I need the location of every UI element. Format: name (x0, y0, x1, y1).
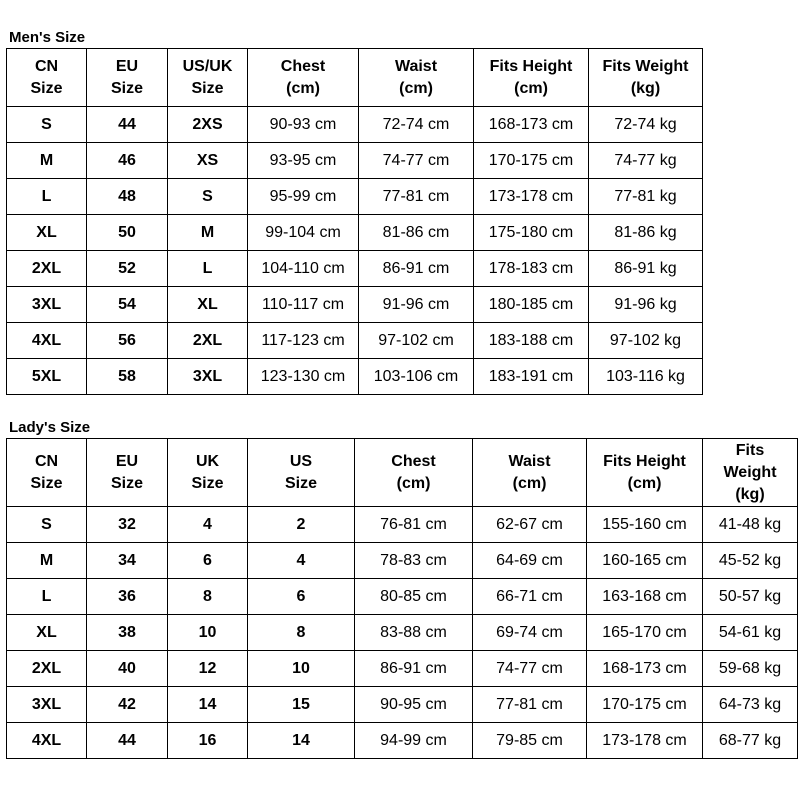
column-header (248, 49, 359, 107)
column-header-line: UK (195, 452, 220, 470)
table-cell: 10 (248, 651, 355, 687)
table-cell: 46 (87, 143, 168, 179)
column-header-line: (cm) (399, 79, 433, 97)
column-header (473, 439, 587, 507)
column-header (703, 439, 798, 507)
table-cell: 77-81 kg (589, 179, 703, 215)
column-header (359, 49, 474, 107)
table-cell: 97-102 cm (359, 323, 474, 359)
table-cell: 97-102 kg (589, 323, 703, 359)
column-header (87, 439, 168, 507)
column-header-line: (kg) (735, 485, 765, 503)
table-cell: 170-175 cm (587, 687, 703, 723)
column-header (87, 49, 168, 107)
table-cell: 2XS (168, 107, 248, 143)
ladys-size-table (6, 438, 798, 759)
table-cell: 14 (248, 723, 355, 759)
table-cell: 90-93 cm (248, 107, 359, 143)
table-cell: 74-77 cm (359, 143, 474, 179)
column-header (355, 439, 473, 507)
table-cell: 90-95 cm (355, 687, 473, 723)
table-cell: 123-130 cm (248, 359, 359, 395)
table-cell: 6 (248, 579, 355, 615)
table-cell: 68-77 kg (703, 723, 798, 759)
column-header-line: Size (30, 79, 63, 97)
table-cell: 64-69 cm (473, 543, 587, 579)
table-cell: 56 (87, 323, 168, 359)
table-cell: 4 (248, 543, 355, 579)
table-cell: 5XL (7, 359, 87, 395)
table-cell: 173-178 cm (587, 723, 703, 759)
table-cell: 3XL (7, 287, 87, 323)
table-cell: 155-160 cm (587, 507, 703, 543)
table-cell: 59-68 kg (703, 651, 798, 687)
column-header-line: Size (191, 79, 224, 97)
table-cell: 52 (87, 251, 168, 287)
table-cell: 4XL (7, 723, 87, 759)
table-cell: 66-71 cm (473, 579, 587, 615)
table-cell: 44 (87, 107, 168, 143)
table-cell: 76-81 cm (355, 507, 473, 543)
table-row (7, 359, 703, 395)
table-cell: 58 (87, 359, 168, 395)
table-cell: M (168, 215, 248, 251)
table-cell: 74-77 cm (473, 651, 587, 687)
table-cell: 48 (87, 179, 168, 215)
table-row (7, 179, 703, 215)
table-cell: 91-96 cm (359, 287, 474, 323)
table-cell: 95-99 cm (248, 179, 359, 215)
table-cell: 91-96 kg (589, 287, 703, 323)
header-row (7, 49, 703, 107)
column-header-line: Chest (280, 57, 326, 75)
table-cell: 44 (87, 723, 168, 759)
table-cell: 86-91 cm (359, 251, 474, 287)
column-header-line: Size (191, 474, 224, 492)
table-cell: 2XL (7, 251, 87, 287)
table-cell: XL (7, 615, 87, 651)
column-header-line: (kg) (630, 79, 661, 97)
column-header-line: Size (110, 79, 143, 97)
table-row (7, 543, 798, 579)
column-header (7, 49, 87, 107)
table-cell: 36 (87, 579, 168, 615)
table-cell: 32 (87, 507, 168, 543)
table-row (7, 651, 798, 687)
table-cell: L (7, 579, 87, 615)
table-cell: 62-67 cm (473, 507, 587, 543)
table-cell: 173-178 cm (474, 179, 589, 215)
table-cell: 180-185 cm (474, 287, 589, 323)
column-header-line: (cm) (396, 474, 431, 492)
table-cell: 178-183 cm (474, 251, 589, 287)
column-header-line: Size (30, 474, 63, 492)
table-row (7, 287, 703, 323)
table-cell: 3XL (168, 359, 248, 395)
column-header-line: Size (110, 474, 143, 492)
table-cell: 165-170 cm (587, 615, 703, 651)
header-row (7, 439, 798, 507)
table-cell: L (7, 179, 87, 215)
table-row (7, 507, 798, 543)
table-cell: 168-173 cm (474, 107, 589, 143)
table-cell: 81-86 cm (359, 215, 474, 251)
column-header-line: Waist (394, 57, 438, 75)
table-cell: 83-88 cm (355, 615, 473, 651)
table-cell: 40 (87, 651, 168, 687)
table-cell: M (7, 543, 87, 579)
table-cell: 10 (168, 615, 248, 651)
table-cell: 4 (168, 507, 248, 543)
table-cell: 69-74 cm (473, 615, 587, 651)
table-cell: 54-61 kg (703, 615, 798, 651)
column-header-line: EU (115, 452, 139, 470)
table-cell: 8 (248, 615, 355, 651)
table-cell: 77-81 cm (359, 179, 474, 215)
column-header (168, 49, 248, 107)
table-row (7, 143, 703, 179)
table-cell: 38 (87, 615, 168, 651)
column-header-line: (cm) (514, 79, 548, 97)
column-header-line: (cm) (627, 474, 662, 492)
table-cell: 160-165 cm (587, 543, 703, 579)
table-cell: 34 (87, 543, 168, 579)
table-cell: 72-74 cm (359, 107, 474, 143)
column-header-line: Fits (735, 441, 765, 459)
table-cell: 72-74 kg (589, 107, 703, 143)
column-header-line: CN (34, 452, 59, 470)
table-cell: 117-123 cm (248, 323, 359, 359)
column-header-line: Chest (391, 452, 436, 470)
column-header (474, 49, 589, 107)
table-cell: 81-86 kg (589, 215, 703, 251)
table-cell: 14 (168, 687, 248, 723)
table-cell: 50-57 kg (703, 579, 798, 615)
table-cell: 103-106 cm (359, 359, 474, 395)
table-cell: XL (168, 287, 248, 323)
column-header-line: US/UK (182, 57, 233, 75)
table-cell: 183-191 cm (474, 359, 589, 395)
table-cell: 12 (168, 651, 248, 687)
column-header-line: Fits Height (603, 452, 686, 470)
table-row (7, 723, 798, 759)
column-header-line: Weight (723, 463, 777, 481)
table-cell: XL (7, 215, 87, 251)
column-header (589, 49, 703, 107)
table-cell: S (168, 179, 248, 215)
column-header-line: EU (115, 57, 139, 75)
table-cell: 64-73 kg (703, 687, 798, 723)
table-cell: 8 (168, 579, 248, 615)
table-cell: XS (168, 143, 248, 179)
table-cell: 77-81 cm (473, 687, 587, 723)
column-header-line: Fits Weight (602, 57, 689, 75)
table-cell: 110-117 cm (248, 287, 359, 323)
table-cell: 74-77 kg (589, 143, 703, 179)
column-header-line: CN (34, 57, 59, 75)
mens-size-table (6, 48, 703, 395)
table-row (7, 687, 798, 723)
column-header-line: Fits Height (489, 57, 573, 75)
table-cell: S (7, 507, 87, 543)
table-cell: 45-52 kg (703, 543, 798, 579)
table-cell: 78-83 cm (355, 543, 473, 579)
column-header (248, 439, 355, 507)
table-cell: 54 (87, 287, 168, 323)
table-cell: 168-173 cm (587, 651, 703, 687)
column-header-line: Size (284, 474, 317, 492)
table-cell: 2XL (168, 323, 248, 359)
table-cell: 163-168 cm (587, 579, 703, 615)
table-cell: 2XL (7, 651, 87, 687)
table-row (7, 323, 703, 359)
table-row (7, 251, 703, 287)
table-cell: 86-91 kg (589, 251, 703, 287)
table-cell: 86-91 cm (355, 651, 473, 687)
table-cell: 99-104 cm (248, 215, 359, 251)
table-cell: L (168, 251, 248, 287)
column-header (587, 439, 703, 507)
table-cell: 15 (248, 687, 355, 723)
table-cell: 93-95 cm (248, 143, 359, 179)
table-cell: 79-85 cm (473, 723, 587, 759)
column-header (7, 439, 87, 507)
column-header-line: US (289, 452, 313, 470)
column-header (168, 439, 248, 507)
table-cell: 94-99 cm (355, 723, 473, 759)
mens-size-title: Men's Size (9, 29, 86, 46)
table-row (7, 215, 703, 251)
table-row (7, 107, 703, 143)
table-cell: 104-110 cm (248, 251, 359, 287)
table-cell: 16 (168, 723, 248, 759)
table-cell: 103-116 kg (589, 359, 703, 395)
ladys-size-title: Lady's Size (9, 419, 91, 436)
column-header-line: (cm) (512, 474, 547, 492)
column-header-line: Waist (508, 452, 551, 470)
table-cell: 183-188 cm (474, 323, 589, 359)
table-cell: 4XL (7, 323, 87, 359)
table-cell: S (7, 107, 87, 143)
table-cell: 80-85 cm (355, 579, 473, 615)
column-header-line: (cm) (286, 79, 320, 97)
table-cell: 6 (168, 543, 248, 579)
table-cell: 170-175 cm (474, 143, 589, 179)
table-cell: 42 (87, 687, 168, 723)
table-cell: 2 (248, 507, 355, 543)
table-cell: 50 (87, 215, 168, 251)
table-row (7, 615, 798, 651)
table-cell: 3XL (7, 687, 87, 723)
table-cell: 41-48 kg (703, 507, 798, 543)
table-cell: M (7, 143, 87, 179)
table-row (7, 579, 798, 615)
table-cell: 175-180 cm (474, 215, 589, 251)
